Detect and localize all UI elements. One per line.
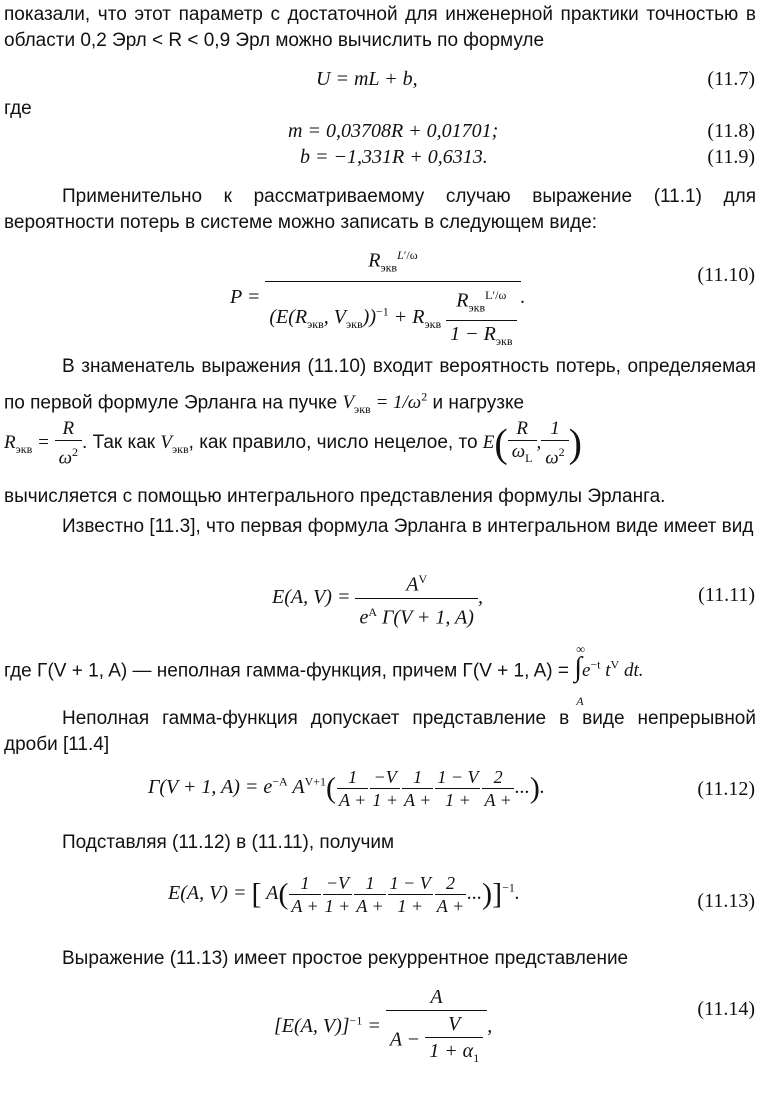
- equation-number: (11.11): [698, 584, 755, 606]
- equation-number: (11.10): [697, 264, 755, 286]
- paragraph-denominator-line3: вычисляется с помощью интегрального представления формулы Эрланга.: [4, 486, 666, 507]
- gamma-definition: где Γ(V + 1, A) — неполная гамма-функция, причем Γ(V + 1, A) = ∞ ∫ A $e^{-t}$ $t^V$ dt.: [4, 642, 644, 709]
- equation-11-13: E(A, V) = [ A( $\frac{1}{A +}$ $\frac{-V}{1 +}$ $\frac{1}{A +}$ $\frac{1 - V}{1 +}$ $\frac{2}{A +}$ ...)]$^{-1}$.: [168, 873, 520, 916]
- equation-11-10: P = $R_{экв}^{L'/\omega}$ ($E(R_{экв}$, $V_{экв}))^{-1} + R_{экв}$ $\frac{R_{экв}^{L'/\omega}}{1 - R_{экв}}$ .: [230, 242, 526, 354]
- equation-11-8: m = 0,03708R + 0,01701;: [288, 120, 499, 142]
- equation-11-11: E(A, V) = $\frac{A^V}{e^A \Gamma(V + 1, A)}$ ,: [272, 572, 483, 629]
- equation-number: (11.9): [707, 146, 755, 168]
- equation-number: (11.8): [707, 120, 755, 142]
- paragraph-substitute: Подставляя (11.12) в (11.11), получим: [62, 832, 395, 853]
- equation-11-7: U = mL + b,: [316, 68, 418, 90]
- where-label: где: [4, 98, 32, 119]
- paragraph-application: Применительно к рассматриваемому случаю выражение (11.1) для вероятности потерь в системе можно записать в следующем виде:: [4, 186, 756, 233]
- equation-number: (11.12): [697, 778, 755, 800]
- equation-number: (11.7): [707, 68, 755, 90]
- paragraph-gamma: Неполная гамма-функция допускает представление в виде непрерывной дроби [11.4]: [4, 708, 756, 755]
- equation-11-9: b = −1,331R + 0,6313.: [300, 146, 488, 168]
- paragraph-recurrent: Выражение (11.13) имеет простое рекуррентное представление: [62, 948, 629, 969]
- paragraph-denominator: В знаменатель выражения (11.10) входит вероятность потерь, определяемая по первой формуле Эрланга на пучке $V_{экв} = 1/\omega^2$ и нагрузке: [4, 356, 756, 417]
- paragraph-denominator-line2: $R_{экв}$ = $\frac{R}{\omega^2}$ . Так как $V_{экв}$, как правило, число нецелое, то E( $\frac{R}{\omega_L}$ , $\frac{1}{\omega^2}$ ): [4, 418, 582, 469]
- equation-number: (11.14): [697, 998, 755, 1020]
- equation-number: (11.13): [697, 890, 755, 912]
- equation-11-14: [E(A, V)]$^{-1}$ = A A − $\frac{V}{1 + \alpha_1}$ ,: [274, 984, 492, 1071]
- equation-11-12: Γ(V + 1, $A) = e^{-A}$ $A^{V+1}$( $\frac{1}{A +}$ $\frac{-V}{1 +}$ $\frac{1}{A +}$ $\frac{1 - V}{1 +}$ $\frac{2}{A +}$ ...).: [148, 767, 545, 810]
- paragraph-intro: показали, что этот параметр с достаточной для инженерной практики точностью в области 0,2 Эрл < R < 0,9 Эрл можно вычислить по формуле: [4, 4, 756, 51]
- paragraph-erlang: Известно [11.3], что первая формула Эрланга в интегральном виде имеет вид: [62, 516, 754, 537]
